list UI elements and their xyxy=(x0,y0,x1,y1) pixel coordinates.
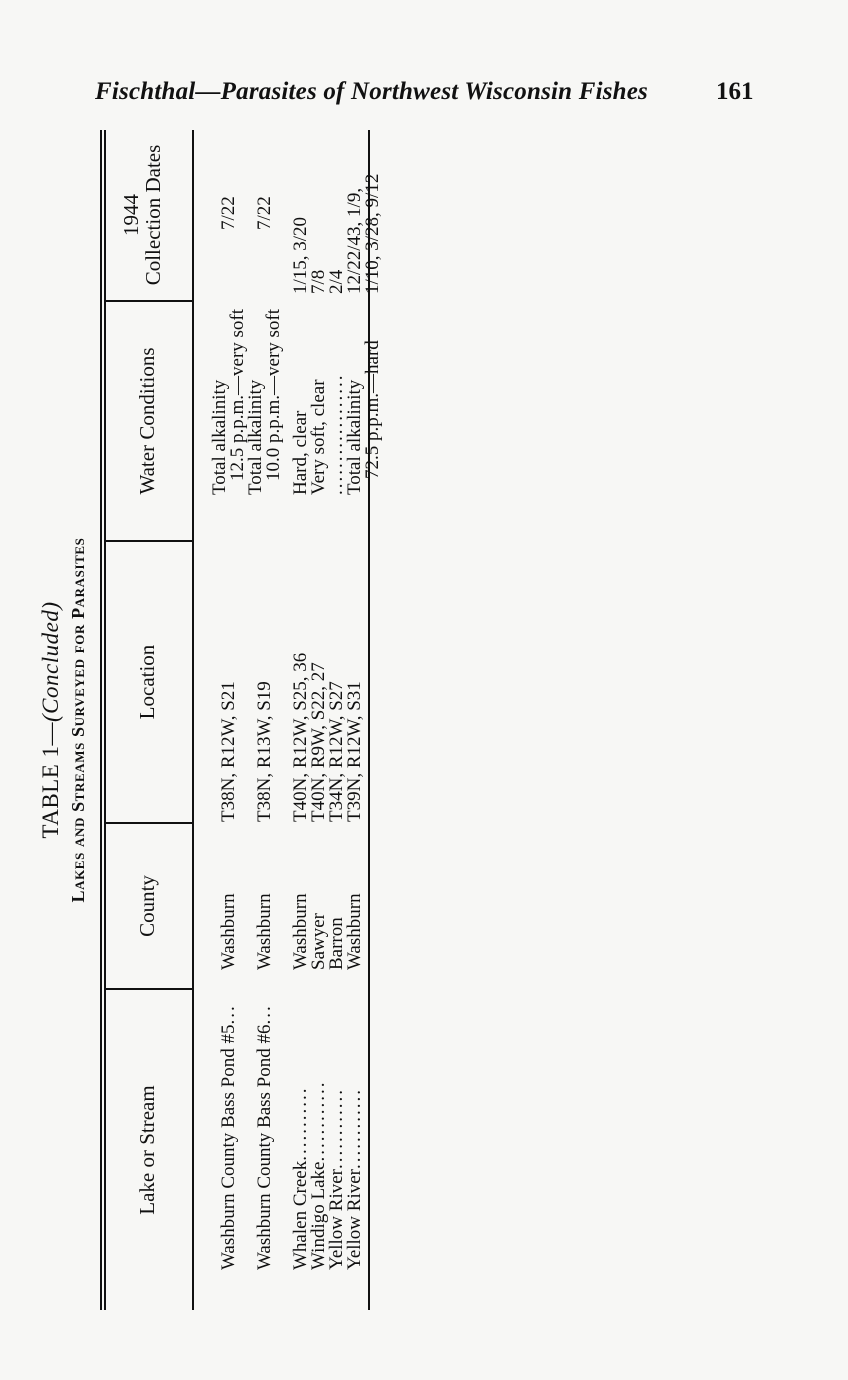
table-row-county: Washburn Sawyer Barron Washburn xyxy=(290,893,365,970)
header-dates: 1944 Collection Dates xyxy=(119,144,165,286)
table-row-lake: Whalen Creek........... Windigo Lake............ Yellow River............ Yellow River............ xyxy=(290,1080,365,1270)
table-row-water: Total alkalinity 12.5 p.p.m.—very soft xyxy=(209,308,248,495)
running-title: Fischthal—Parasites of Northwest Wisconsin Fishes xyxy=(95,78,648,105)
table-row-location: T38N, R12W, S21 xyxy=(218,681,239,822)
table-row-dates: 7/22 xyxy=(218,196,239,230)
table-row-dates: 7/22 xyxy=(254,196,275,230)
table-row-lake: Washburn County Bass Pond #5... xyxy=(218,1004,239,1270)
table-row-dates: 1/15, 3/20 7/8 2/4 12/22/43, 1/9, 1/10, 3/28, 9/12 xyxy=(290,173,383,294)
table-row-water: Hard, clear Very soft, clear .................. Total alkalinity 72.5 p.p.m.—hard xyxy=(290,340,383,495)
table-row-location: T38N, R13W, S19 xyxy=(254,681,275,822)
table-row-water: Total alkalinity 10.0 p.p.m.—very soft xyxy=(245,308,284,495)
bottom-rule xyxy=(368,130,370,1310)
data-table xyxy=(100,130,383,1310)
table-subtitle: Lakes and Streams Surveyed for Parasites xyxy=(68,537,88,903)
header-lake: Lake or Stream xyxy=(135,1085,159,1215)
table-row-lake: Washburn County Bass Pond #6... xyxy=(254,1004,275,1270)
table-row-location: T40N, R12W, S25, 36 T40N, R9W, S22, 27 T34N, R12W, S27 T39N, R12W, S31 xyxy=(290,652,365,822)
header-rule xyxy=(192,130,194,1310)
header-location: Location xyxy=(135,644,159,720)
rotated-table-block xyxy=(38,130,383,1310)
top-rule-double xyxy=(104,130,106,1310)
top-rule xyxy=(100,130,102,1310)
header-water: Water Conditions xyxy=(135,347,159,495)
page-header xyxy=(0,72,848,112)
table-row-county: Washburn xyxy=(254,893,275,970)
page-number: 161 xyxy=(716,78,754,105)
header-county: County xyxy=(135,875,159,937)
table-title: TABLE 1—(Concluded) xyxy=(38,601,63,839)
table-row-county: Washburn xyxy=(218,893,239,970)
